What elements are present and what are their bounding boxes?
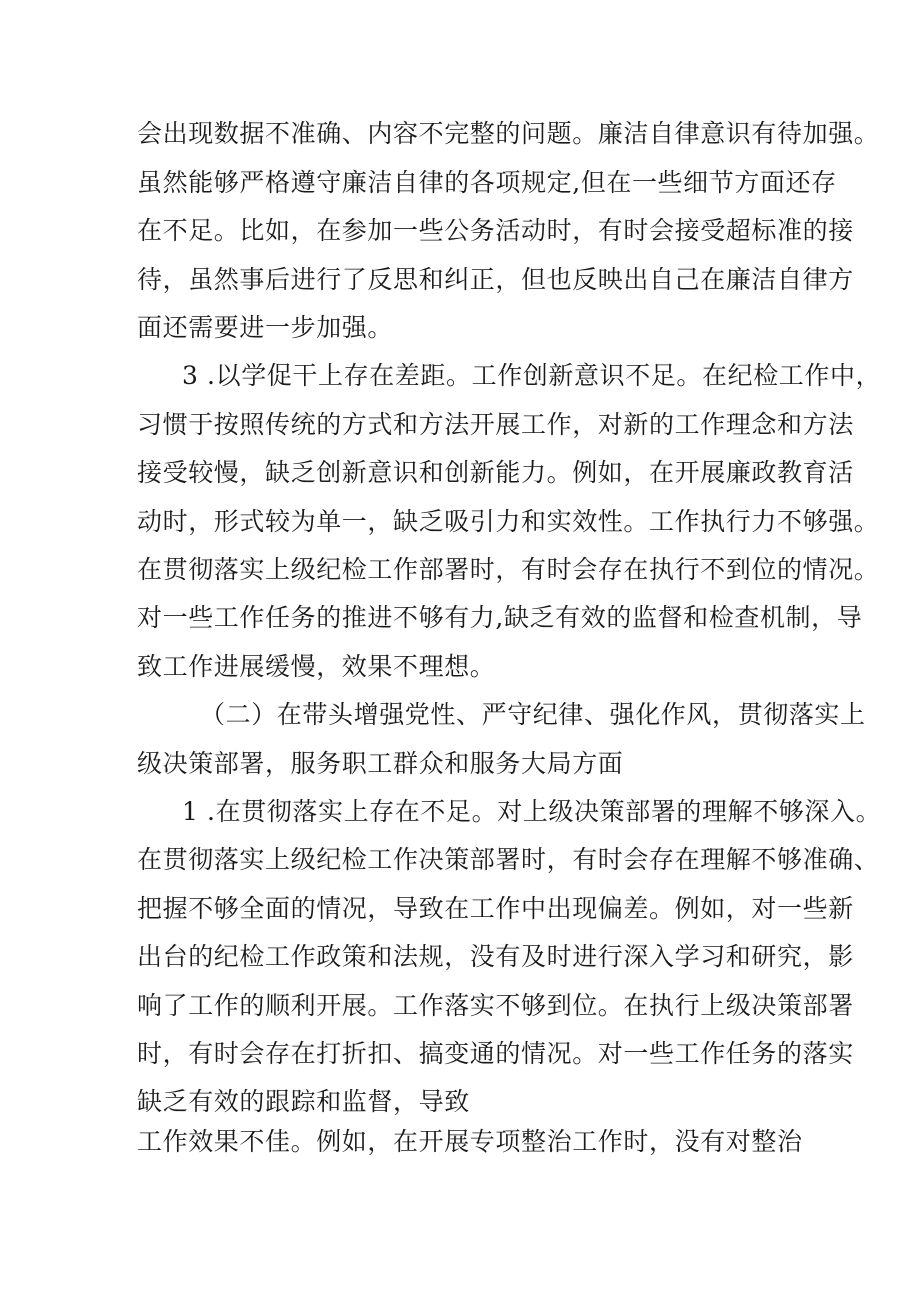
section-heading-2: （二）在带头增强党性、严守纪律、强化作风，贯彻落实上 [200, 700, 866, 729]
text-line: 会出现数据不准确、内容不完整的问题。廉洁自律意识有待加强。 [137, 119, 880, 148]
text-line: 动时，形式较为单一，缺乏吸引力和实效性。工作执行力不够强。 [137, 507, 880, 536]
text-line: 虽然能够严格遵守廉洁自律的各项规定,但在一些细节方面还存 [137, 168, 837, 197]
text-line: 响了工作的顺利开展。工作落实不够到位。在执行上级决策部署 [137, 991, 854, 1020]
text-line: 习惯于按照传统的方式和方法开展工作，对新的工作理念和方法 [137, 410, 854, 439]
text-line: 在不足。比如，在参加一些公务活动时，有时会接受超标准的接 [137, 216, 854, 245]
text-line: 对一些工作任务的推进不够有力,缺乏有效的监督和检查机制，导 [137, 603, 863, 632]
section-heading-1: 1 .在贯彻落实上存在不足。对上级决策部署的理解不够深入。 [182, 797, 882, 826]
text-line: 面还需要进一步加强。 [137, 313, 394, 342]
text-line: 工作效果不佳。例如，在开展专项整治工作时，没有对整治 [137, 1127, 803, 1156]
text-line: 级决策部署，服务职工群众和服务大局方面 [137, 749, 624, 778]
section-heading-3: 3 .以学促干上存在差距。工作创新意识不足。在纪检工作中， [182, 361, 882, 390]
text-line: 致工作进展缓慢，效果不理想。 [137, 652, 496, 681]
text-line: 待，虽然事后进行了反思和纠正，但也反映出自己在廉洁自律方 [137, 265, 854, 294]
text-line: 时，有时会存在打折扣、搞变通的情况。对一些工作任务的落实 [137, 1039, 854, 1068]
text-line: 在贯彻落实上级纪检工作部署时，有时会存在执行不到位的情况。 [137, 555, 880, 584]
text-line: 把握不够全面的情况，导致在工作中出现偏差。例如，对一些新 [137, 894, 854, 923]
text-line: 出台的纪检工作政策和法规，没有及时进行深入学习和研究，影 [137, 942, 854, 971]
text-line: 缺乏有效的跟踪和监督，导致 [137, 1087, 470, 1116]
text-line: 在贯彻落实上级纪检工作决策部署时，有时会存在理解不够准确、 [137, 845, 880, 874]
text-line: 接受较慢，缺乏创新意识和创新能力。例如，在开展廉政教育活 [137, 458, 854, 487]
